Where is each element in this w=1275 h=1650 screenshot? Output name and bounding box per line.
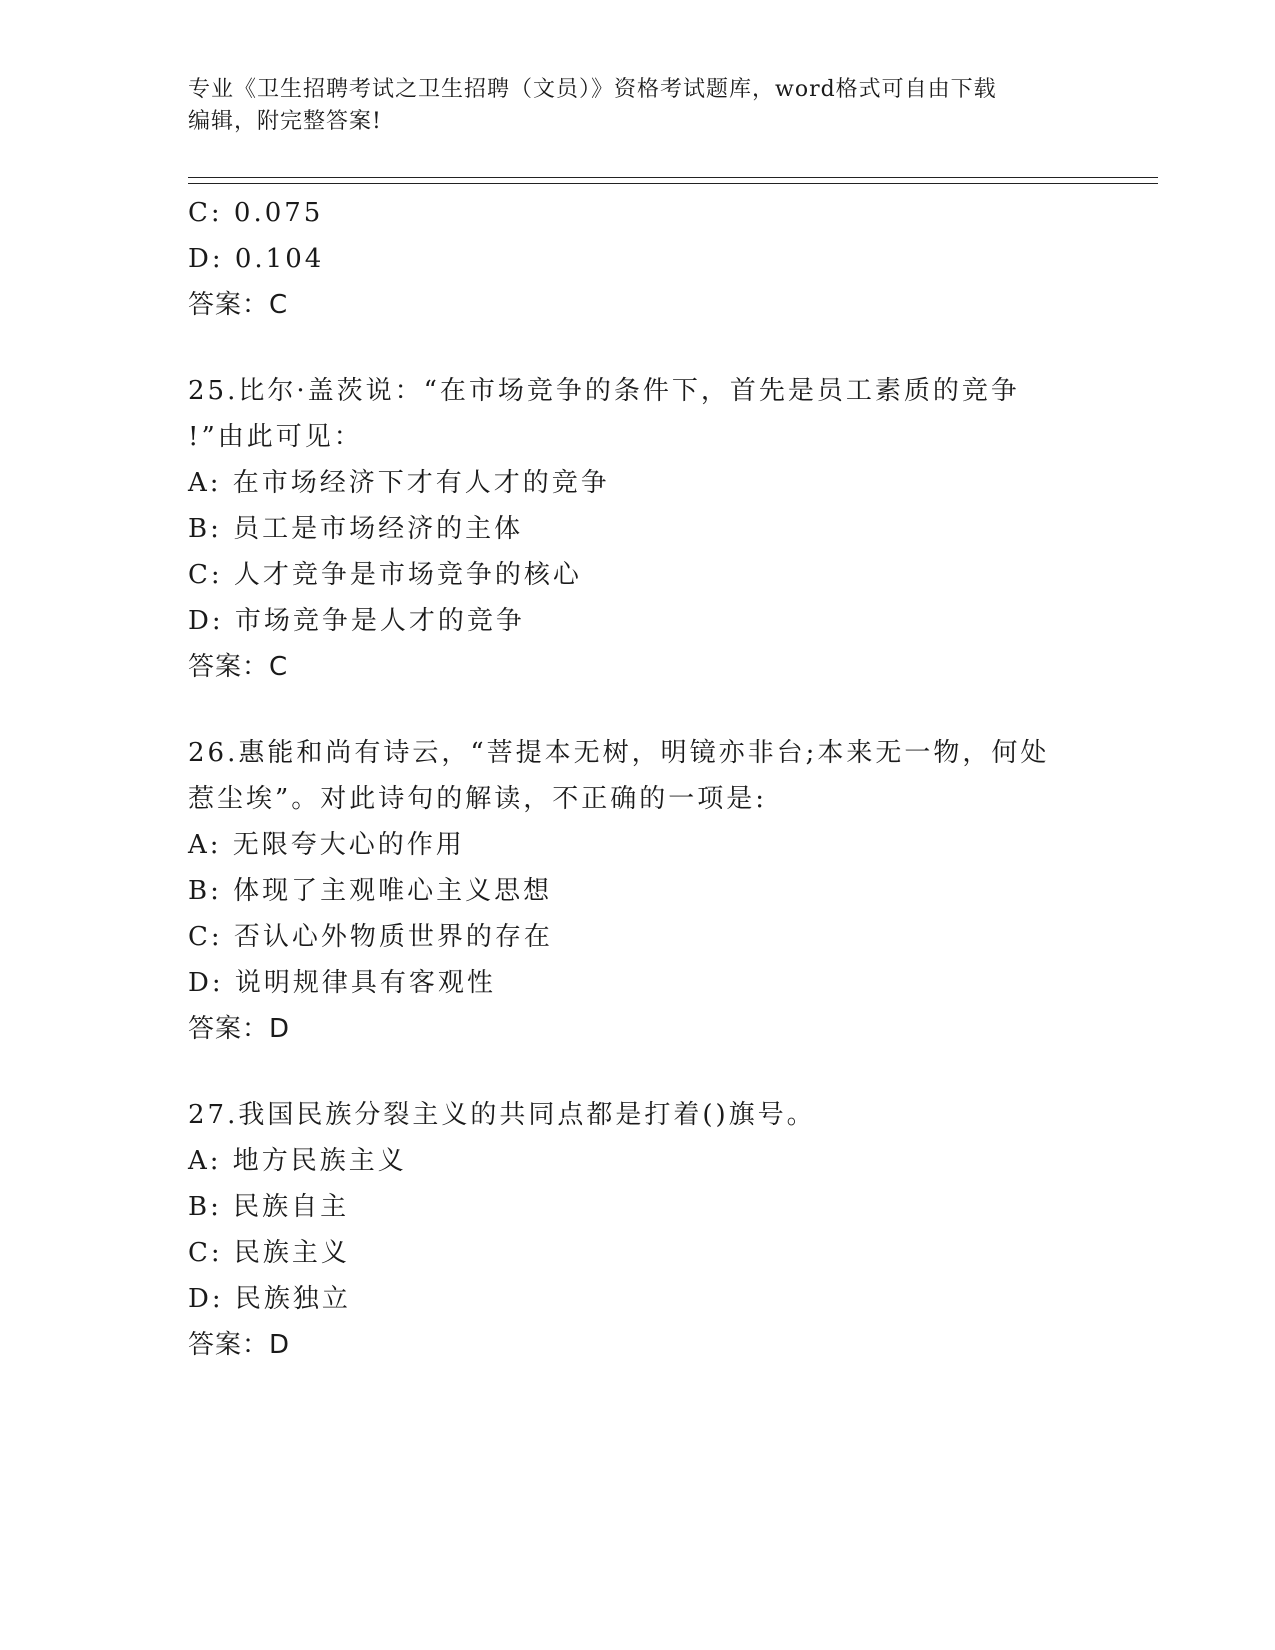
header-line-2: 编辑，附完整答案! [188, 109, 382, 134]
question-26 [188, 730, 1088, 1052]
option-b: B: 员工是市场经济的主体 [188, 514, 524, 544]
option-c: C: 人才竞争是市场竞争的核心 [188, 560, 582, 590]
header-line-1: 专业《卫生招聘考试之卫生招聘（文员）》资格考试题库，word格式可自由下载 [188, 77, 997, 102]
header-rule-bottom [188, 183, 1158, 184]
option-c: C: 0.075 [188, 198, 324, 228]
question-stem-line: !”由此可见： [188, 422, 363, 452]
option-d: D: 0.104 [188, 244, 325, 274]
option-c: C: 民族主义 [188, 1238, 350, 1268]
option-a: A: 无限夸大心的作用 [188, 830, 465, 860]
answer-line: 答案：C [188, 290, 289, 320]
question-stem-line: 26.惠能和尚有诗云，“菩提本无树，明镜亦非台;本来无一物，何处 [188, 738, 1050, 768]
question-stem-line: 27.我国民族分裂主义的共同点都是打着()旗号。 [188, 1100, 816, 1130]
option-a: A: 在市场经济下才有人才的竞争 [188, 468, 610, 498]
question-25 [188, 368, 1088, 690]
answer-line: 答案：D [188, 1330, 291, 1360]
question-27 [188, 1092, 1088, 1368]
option-b: B: 体现了主观唯心主义思想 [188, 876, 553, 906]
option-d: D: 民族独立 [188, 1284, 351, 1314]
option-a: A: 地方民族主义 [188, 1146, 407, 1176]
document-header [188, 74, 1088, 138]
option-d: D: 市场竞争是人才的竞争 [188, 606, 525, 636]
previous-question-tail [188, 190, 1088, 328]
header-rule-top [188, 177, 1158, 178]
option-d: D: 说明规律具有客观性 [188, 968, 496, 998]
answer-line: 答案：C [188, 652, 289, 682]
question-stem-line: 25.比尔·盖茨说：“在市场竞争的条件下，首先是员工素质的竞争 [188, 376, 1020, 406]
option-b: B: 民族自主 [188, 1192, 350, 1222]
option-c: C: 否认心外物质世界的存在 [188, 922, 553, 952]
question-list [188, 190, 1088, 1368]
question-stem-line: 惹尘埃”。对此诗句的解读，不正确的一项是: [188, 784, 768, 814]
answer-line: 答案：D [188, 1014, 291, 1044]
